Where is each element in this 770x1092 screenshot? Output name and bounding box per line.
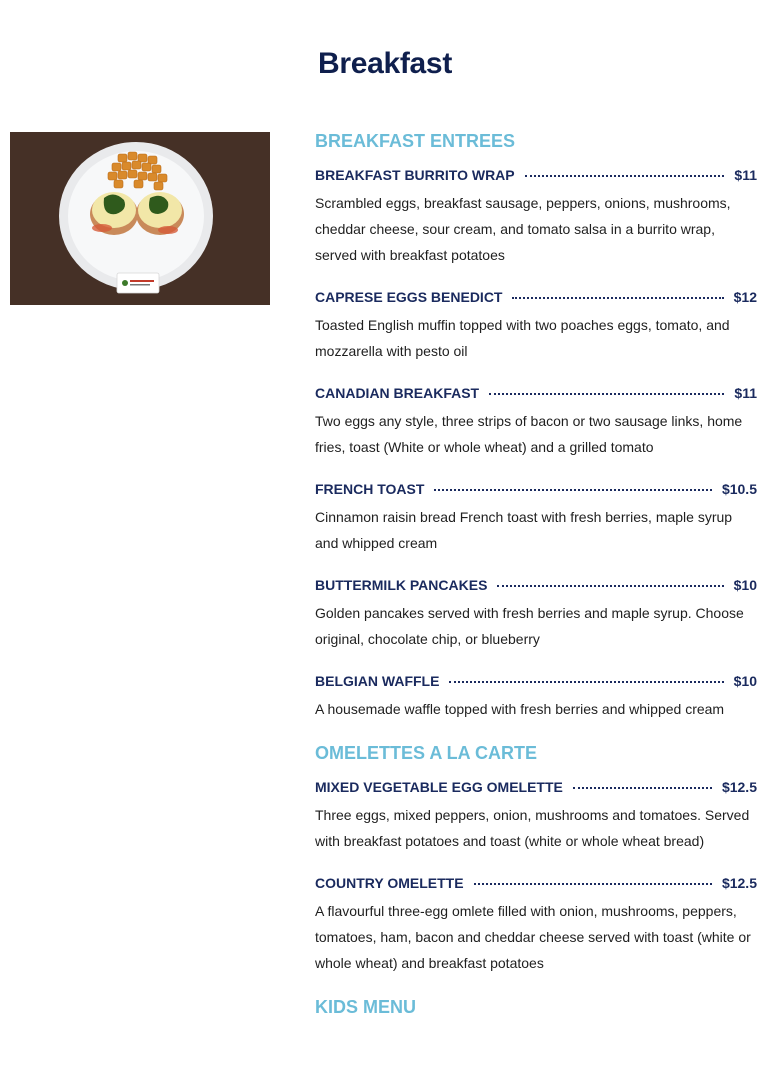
menu-section-kids-menu — [315, 994, 757, 1020]
item-name: MIXED VEGETABLE EGG OMELETTE — [315, 779, 563, 795]
section-title: OMELETTES A LA CARTE — [315, 743, 537, 763]
item-name: BELGIAN WAFFLE — [315, 673, 440, 689]
dotted-leader — [434, 489, 712, 491]
item-description: A housemade waffle topped with fresh berries and whipped cream — [315, 701, 725, 717]
item-name: BREAKFAST BURRITO WRAP — [315, 167, 515, 183]
item-price: $11 — [734, 167, 757, 183]
plate-illustration — [10, 132, 270, 305]
item-description: A flavourful three-egg omlete filled with onion, mushrooms, peppers, tomatoes, ham, bacon and cheddar cheese served with toast (white or whole wheat) and breakfast potatoes — [315, 903, 751, 971]
section-title: KIDS MENU — [315, 997, 417, 1017]
menu-section-omelettes — [315, 740, 757, 976]
menu-item — [315, 382, 757, 460]
dotted-leader — [512, 297, 723, 299]
item-price: $10 — [733, 577, 757, 593]
item-name: BUTTERMILK PANCAKES — [315, 577, 488, 593]
menu-list — [315, 128, 757, 1030]
dotted-leader — [573, 787, 712, 789]
item-price: $10 — [733, 673, 757, 689]
menu-item — [315, 776, 757, 854]
item-name: COUNTRY OMELETTE — [315, 875, 464, 891]
section-title: BREAKFAST ENTREES — [315, 131, 516, 151]
item-price: $11 — [734, 385, 757, 401]
dotted-leader — [474, 883, 712, 885]
menu-item — [315, 872, 757, 976]
item-description: Three eggs, mixed peppers, onion, mushrooms and tomatoes. Served with breakfast potatoes and toast (white or whole wheat bread) — [315, 807, 750, 849]
item-price: $12.5 — [721, 779, 757, 795]
menu-item — [315, 164, 757, 268]
item-description: Toasted English muffin topped with two poaches eggs, tomato, and mozzarella with pesto oil — [315, 317, 730, 359]
item-name: FRENCH TOAST — [315, 481, 425, 497]
item-description: Cinnamon raisin bread French toast with fresh berries, maple syrup and whipped cream — [315, 509, 733, 551]
eggs-benedict-plate-image — [10, 132, 270, 305]
item-price: $10.5 — [721, 481, 757, 497]
menu-item — [315, 478, 757, 556]
item-name: CAPRESE EGGS BENEDICT — [315, 289, 503, 305]
menu-item — [315, 670, 757, 722]
menu-item — [315, 574, 757, 652]
item-name: CANADIAN BREAKFAST — [315, 385, 480, 401]
dotted-leader — [489, 393, 724, 395]
menu-section-breakfast-entrees — [315, 128, 757, 722]
page-title: Breakfast — [317, 47, 453, 80]
dotted-leader — [449, 681, 723, 683]
item-price: $12.5 — [721, 875, 757, 891]
item-description: Golden pancakes served with fresh berries and maple syrup. Choose original, chocolate chip, or blueberry — [315, 605, 744, 647]
menu-item — [315, 286, 757, 364]
item-price: $12 — [733, 289, 757, 305]
item-description: Scrambled eggs, breakfast sausage, peppers, onions, mushrooms, cheddar cheese, sour cream, and tomato salsa in a burrito wrap, served with breakfast potatoes — [315, 195, 731, 263]
dotted-leader — [525, 175, 725, 177]
dotted-leader — [497, 585, 723, 587]
item-description: Two eggs any style, three strips of bacon or two sausage links, home fries, toast (White or whole wheat) and a grilled tomato — [315, 413, 743, 455]
